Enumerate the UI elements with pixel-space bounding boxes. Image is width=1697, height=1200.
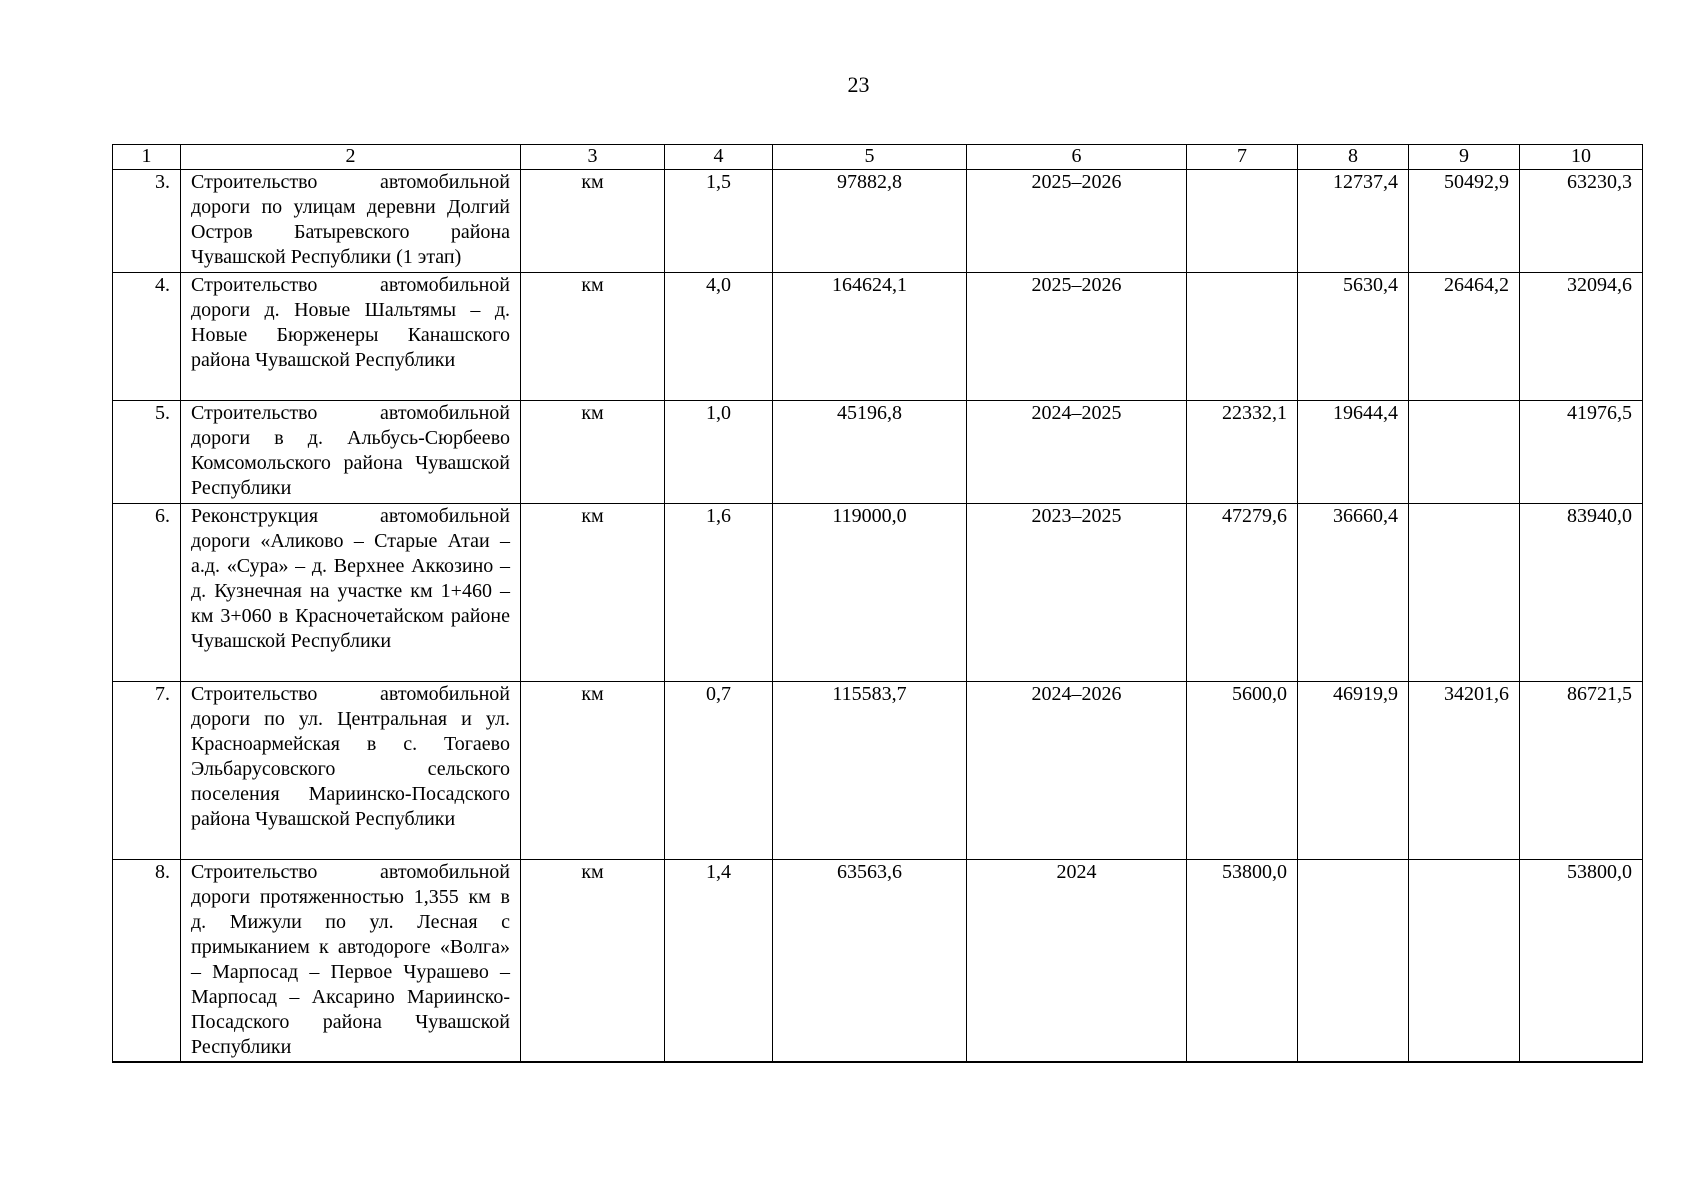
page-number: 23 — [847, 72, 870, 97]
value-cell-9 — [1409, 504, 1520, 682]
value-cell-9: 34201,6 — [1409, 682, 1520, 860]
value-cell-9: 50492,9 — [1409, 170, 1520, 273]
value-cell-10: 41976,5 — [1520, 401, 1643, 504]
period-cell: 2025–2026 — [967, 170, 1187, 273]
value-cell-9 — [1409, 401, 1520, 504]
project-name: Строительство автомобильной дороги по ул. Центральная и ул. Красноармейская в с. Тогаево Эльбарусовского сельского поселения Мариинско-Посадского района Чувашской Республики — [181, 682, 521, 860]
table-row — [113, 273, 1643, 401]
length-cell: 1,4 — [665, 860, 773, 1062]
row-number: 6. — [113, 504, 181, 682]
column-header: 4 — [665, 145, 773, 170]
unit-cell: км — [521, 682, 665, 860]
period-cell: 2024 — [967, 860, 1187, 1062]
value-cell-8: 12737,4 — [1298, 170, 1409, 273]
length-cell: 1,0 — [665, 401, 773, 504]
value-cell-8 — [1298, 860, 1409, 1062]
value-cell-8: 19644,4 — [1298, 401, 1409, 504]
cost-cell: 63563,6 — [773, 860, 967, 1062]
project-name: Строительство автомобильной дороги по улицам деревни Долгий Остров Батыревского района Чувашской Республики (1 этап) — [181, 170, 521, 273]
row-number: 7. — [113, 682, 181, 860]
value-cell-10: 86721,5 — [1520, 682, 1643, 860]
period-cell: 2024–2025 — [967, 401, 1187, 504]
row-number: 3. — [113, 170, 181, 273]
period-cell: 2025–2026 — [967, 273, 1187, 401]
unit-cell: км — [521, 170, 665, 273]
cost-cell: 119000,0 — [773, 504, 967, 682]
value-cell-9: 26464,2 — [1409, 273, 1520, 401]
length-cell: 1,5 — [665, 170, 773, 273]
length-cell: 1,6 — [665, 504, 773, 682]
value-cell-10: 53800,0 — [1520, 860, 1643, 1062]
column-header: 8 — [1298, 145, 1409, 170]
value-cell-7: 22332,1 — [1187, 401, 1298, 504]
row-number: 5. — [113, 401, 181, 504]
cost-cell: 115583,7 — [773, 682, 967, 860]
row-number: 4. — [113, 273, 181, 401]
column-header: 5 — [773, 145, 967, 170]
column-header: 9 — [1409, 145, 1520, 170]
project-name: Строительство автомобильной дороги д. Новые Шальтямы – д. Новые Бюрженеры Канашского района Чувашской Республики — [181, 273, 521, 401]
unit-cell: км — [521, 273, 665, 401]
project-name: Реконструкция автомобильной дороги «Аликово – Старые Атаи – а.д. «Сура» – д. Верхнее Аккозино – д. Кузнечная на участке км 1+460 – км 3+060 в Красночетайском районе Чувашской Республики — [181, 504, 521, 682]
value-cell-10: 32094,6 — [1520, 273, 1643, 401]
project-name: Строительство автомобильной дороги в д. Альбусь-Сюрбеево Комсомольского района Чувашской Республики — [181, 401, 521, 504]
table-row — [113, 860, 1643, 1062]
value-cell-7 — [1187, 170, 1298, 273]
value-cell-10: 83940,0 — [1520, 504, 1643, 682]
length-cell: 0,7 — [665, 682, 773, 860]
value-cell-8: 36660,4 — [1298, 504, 1409, 682]
value-cell-7: 53800,0 — [1187, 860, 1298, 1062]
length-cell: 4,0 — [665, 273, 773, 401]
column-header: 2 — [181, 145, 521, 170]
value-cell-8: 5630,4 — [1298, 273, 1409, 401]
value-cell-9 — [1409, 860, 1520, 1062]
cost-cell: 164624,1 — [773, 273, 967, 401]
cost-cell: 97882,8 — [773, 170, 967, 273]
column-header: 3 — [521, 145, 665, 170]
value-cell-7: 47279,6 — [1187, 504, 1298, 682]
table-row — [113, 170, 1643, 273]
column-header: 10 — [1520, 145, 1643, 170]
column-header: 7 — [1187, 145, 1298, 170]
value-cell-10: 63230,3 — [1520, 170, 1643, 273]
period-cell: 2023–2025 — [967, 504, 1187, 682]
unit-cell: км — [521, 401, 665, 504]
value-cell-8: 46919,9 — [1298, 682, 1409, 860]
cost-cell: 45196,8 — [773, 401, 967, 504]
row-number: 8. — [113, 860, 181, 1062]
project-name: Строительство автомобильной дороги протяженностью 1,355 км в д. Мижули по ул. Лесная с примыканием к автодороге «Волга» – Марпосад – Первое Чурашево – Марпосад – Аксарино Мариинско-Посадского района Чувашской Республики — [181, 860, 521, 1062]
data-table — [112, 144, 1643, 1063]
table-row — [113, 682, 1643, 860]
unit-cell: км — [521, 504, 665, 682]
period-cell: 2024–2026 — [967, 682, 1187, 860]
table-row — [113, 504, 1643, 682]
unit-cell: км — [521, 860, 665, 1062]
table-header-row — [113, 145, 1643, 170]
column-header: 6 — [967, 145, 1187, 170]
column-header: 1 — [113, 145, 181, 170]
value-cell-7 — [1187, 273, 1298, 401]
table-row — [113, 401, 1643, 504]
value-cell-7: 5600,0 — [1187, 682, 1298, 860]
